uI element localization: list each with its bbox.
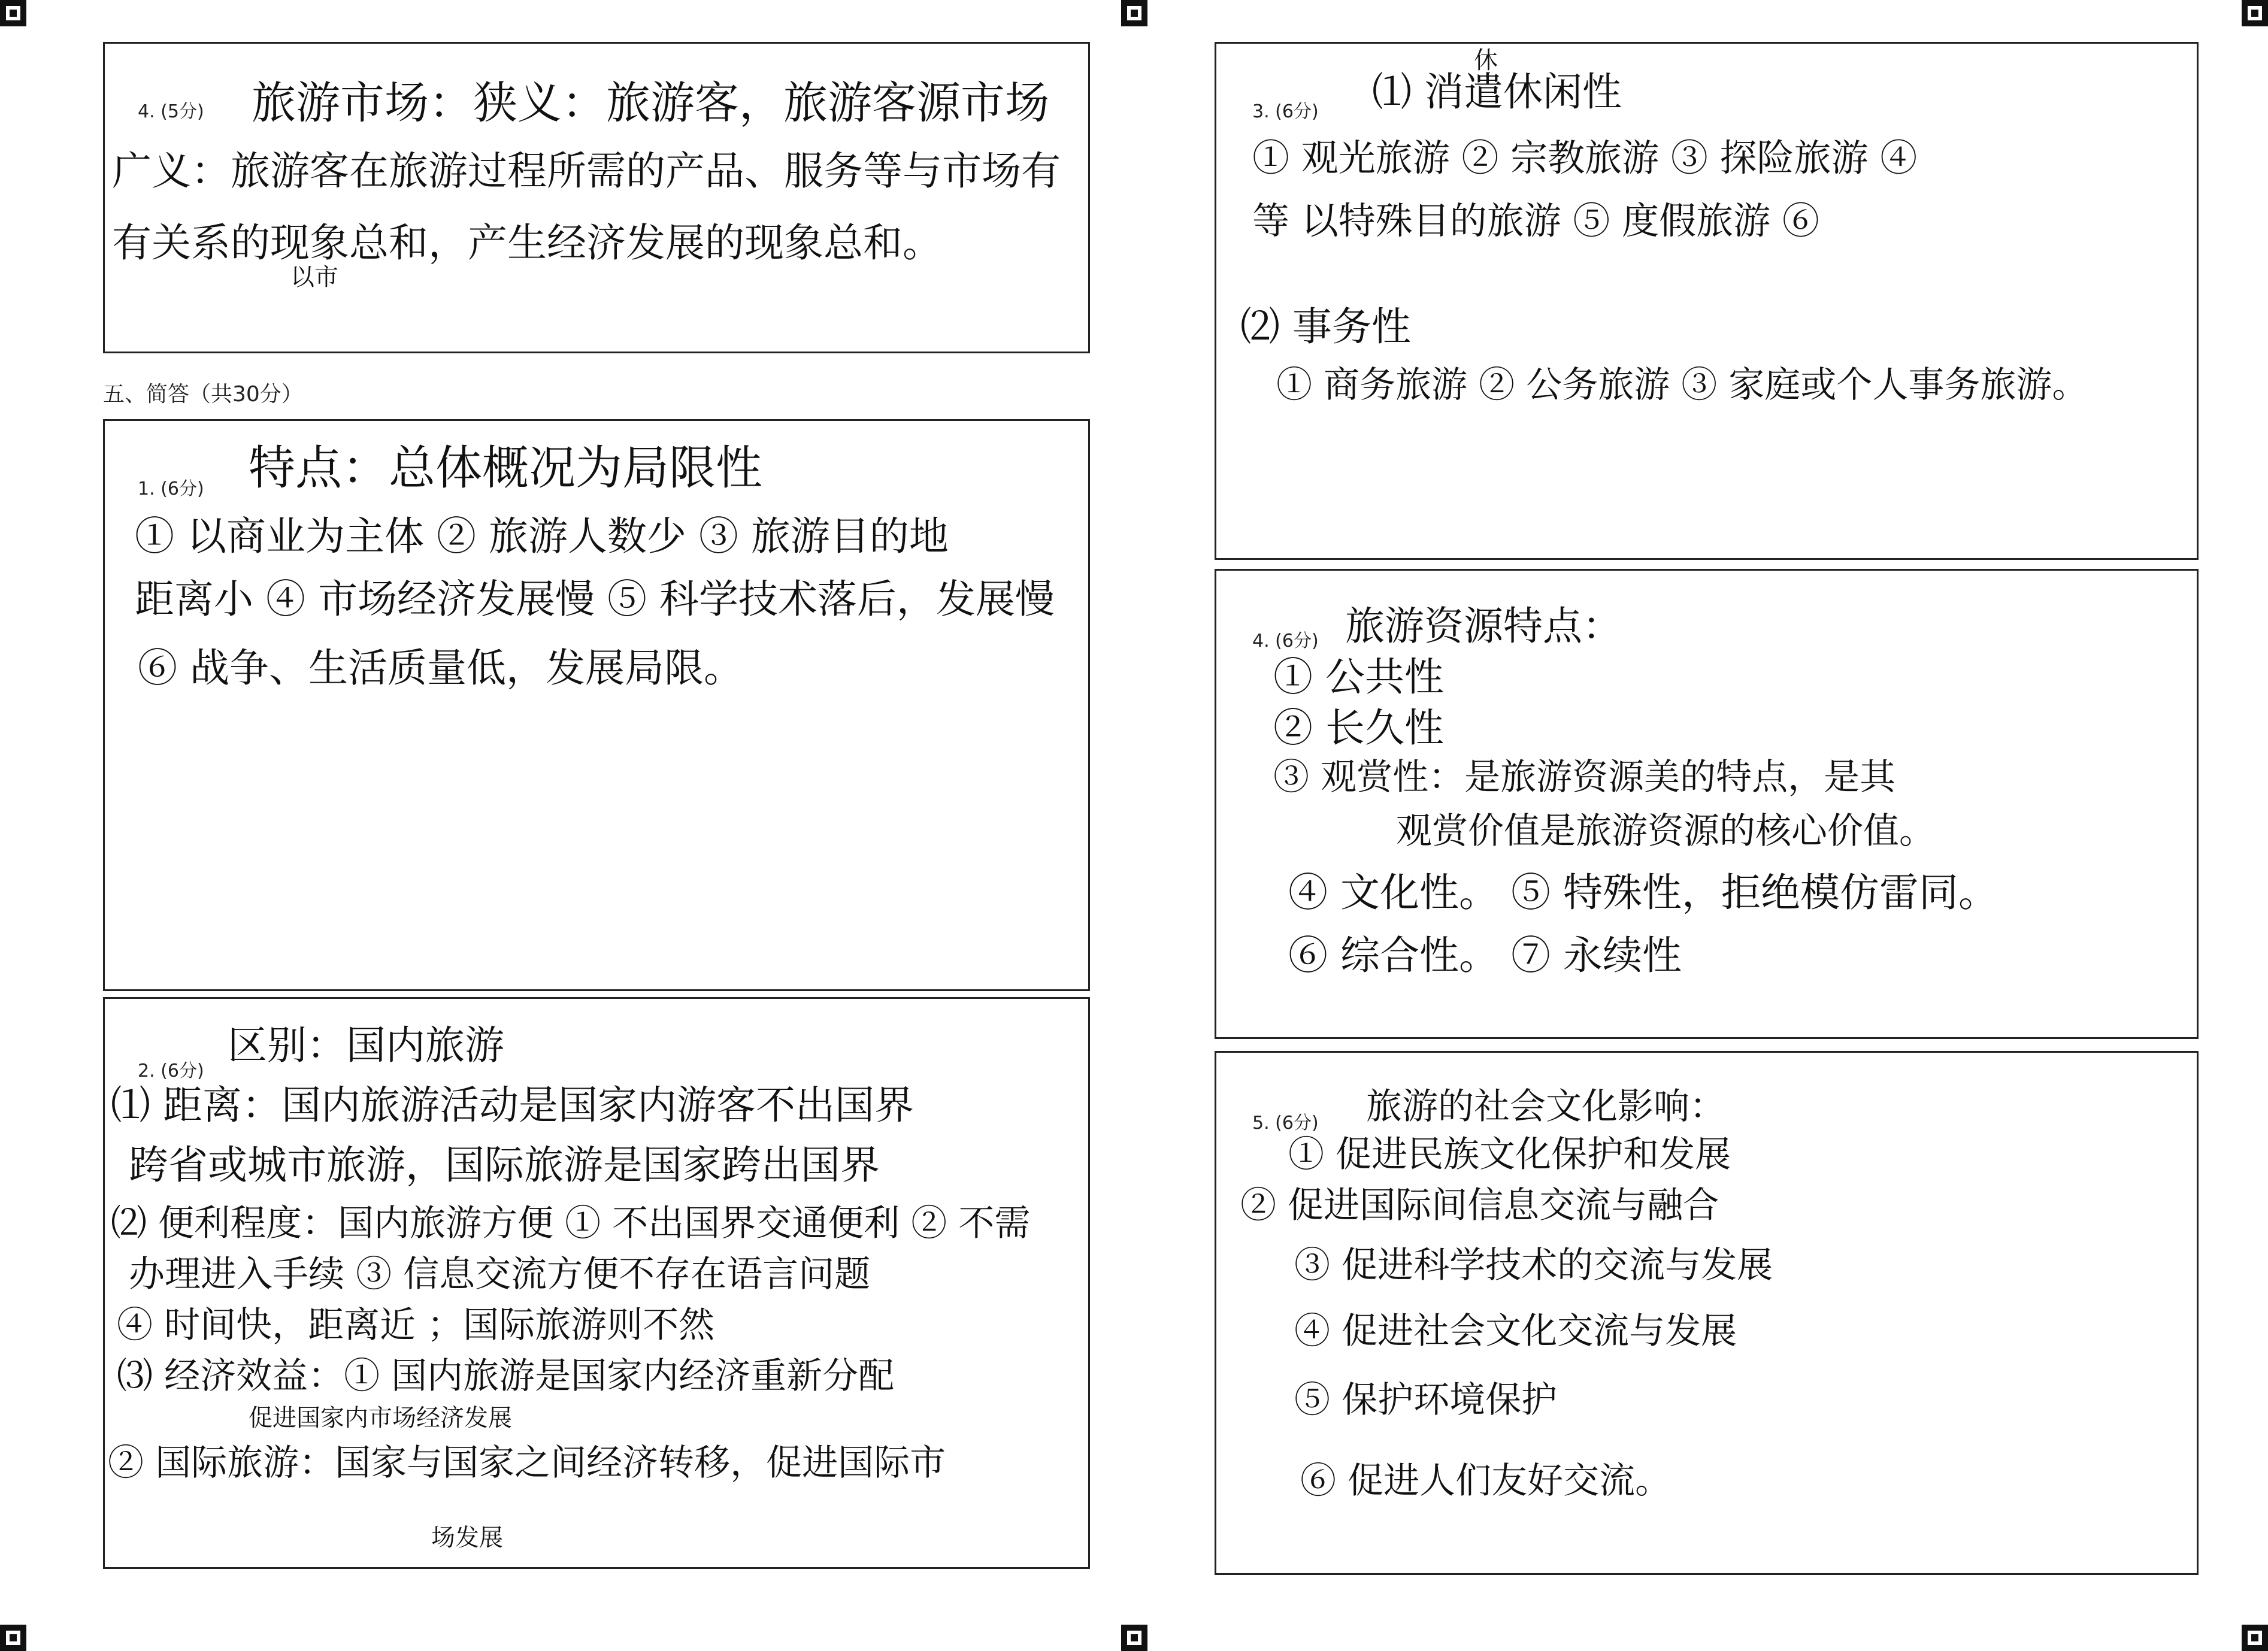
answer-line: 有关系的现象总和，产生经济发展的现象总和。 [112,220,942,266]
answer-line: 旅游资源特点： [1345,603,1622,649]
answer-line: ⑵ 便利程度：国内旅游方便 ① 不出国界交通便利 ② 不需 [111,1202,1031,1244]
answer-line: ① 商务旅游 ② 公务旅游 ③ 家庭或个人事务旅游。 [1276,364,2088,406]
answer-line: 等 以特殊目的旅游 ⑤ 度假旅游 ⑥ [1252,199,1819,243]
answer-line: 跨省或城市旅游，国际旅游是国家跨出国界 [129,1142,880,1188]
answer-line: ② 国际旅游：国家与国家之间经济转移，促进国际市 [108,1442,946,1484]
answer-line: ① 以商业为主体 ② 旅游人数少 ③ 旅游目的地 [135,513,949,559]
answer-line: ② 长久性 [1273,705,1444,751]
answer-line: ⑴ 距离：国内旅游活动是国家内游客不出国界 [111,1082,914,1128]
answer-box-right-q5 [1215,1051,2199,1575]
answer-line: 旅游市场：狭义：旅游客，旅游客源市场 [252,77,1049,129]
answer-line: ④ 促进社会文化交流与发展 [1294,1310,1737,1352]
question-label: 2. (6分) [138,1061,204,1082]
answer-line: 场发展 [431,1524,503,1552]
answer-line: ⑵ 事务性 [1240,304,1411,350]
answer-line: ⑥ 综合性。 ⑦ 永续性 [1288,932,1682,979]
answer-line: 旅游的社会文化影响： [1366,1086,1725,1128]
corner-marker-bottom-right [2242,1625,2268,1651]
answer-box-left-q2 [103,997,1090,1569]
section-title: 五、简答（共30分） [103,382,303,407]
corner-marker-bottom-center [1121,1625,1147,1651]
answer-line: ① 观光旅游 ② 宗教旅游 ③ 探险旅游 ④ [1252,136,1918,180]
answer-line: ⑤ 保护环境保护 [1294,1379,1558,1421]
answer-line: ⑥ 战争、生活质量低，发展局限。 [138,645,743,691]
answer-line: 距离小 ④ 市场经济发展慢 ⑤ 科学技术落后，发展慢 [135,576,1055,622]
answer-line: 观赏价值是旅游资源的核心价值。 [1396,810,1935,852]
answer-line: ⑴ 消遣休闲性 [1372,69,1622,115]
question-label: 4. (5分) [138,101,204,122]
answer-line: 区别：国内旅游 [228,1022,504,1068]
answer-line: ⑶ 经济效益：① 国内旅游是国家内经济重新分配 [117,1355,895,1397]
question-label: 4. (6分) [1252,631,1319,652]
answer-line: ① 公共性 [1273,654,1444,700]
answer-line: ③ 促进科学技术的交流与发展 [1294,1244,1773,1286]
answer-line: ⑥ 促进人们友好交流。 [1300,1460,1672,1502]
answer-line: 广义：旅游客在旅游过程所需的产品、服务等与市场有 [112,148,1061,194]
corner-marker-bottom-left [0,1625,26,1651]
answer-line: 办理进入手续 ③ 信息交流方便不存在语言问题 [129,1253,871,1295]
answer-box-right-q4 [1215,569,2199,1039]
question-label: 3. (6分) [1252,101,1319,122]
answer-box-right-q3 [1215,42,2199,560]
answer-box-left-q1 [103,419,1090,991]
answer-line: 促进国家内市场经济发展 [249,1404,512,1432]
answer-box-left-q4 [103,42,1090,353]
question-label: 1. (6分) [138,478,204,499]
question-label: 5. (6分) [1252,1113,1319,1134]
answer-line: ② 促进国际间信息交流与融合 [1240,1185,1719,1226]
answer-line: ④ 文化性。 ⑤ 特殊性，拒绝模仿雷同。 [1288,870,1998,916]
corner-marker-top-center [1121,0,1147,26]
corner-marker-top-left [0,0,26,26]
answer-line-annotation: 以市 [290,263,338,291]
answer-line: ④ 时间快，距离近 ；国际旅游则不然 [117,1304,715,1346]
answer-line-annotation: 休 [1474,47,1498,74]
answer-line: ③ 观赏性：是旅游资源美的特点，是其 [1273,756,1896,798]
corner-marker-top-right [2242,0,2268,26]
answer-line: 特点：总体概况为局限性 [249,441,763,495]
answer-line: ① 促进民族文化保护和发展 [1288,1134,1731,1176]
